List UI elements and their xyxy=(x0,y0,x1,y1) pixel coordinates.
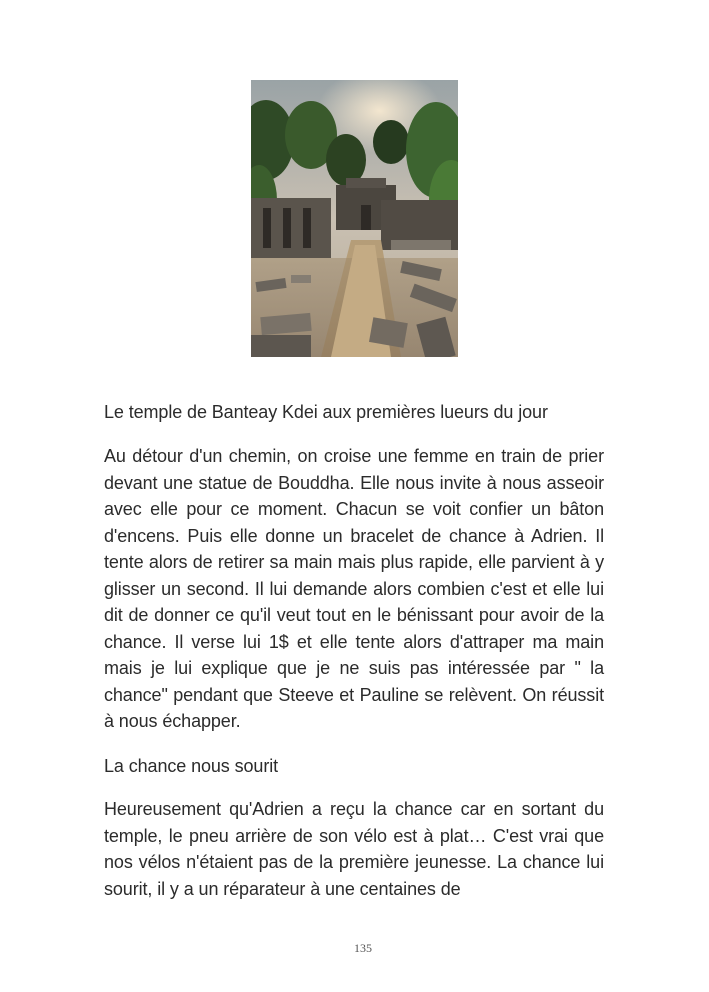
body-paragraph-1: Au détour d'un chemin, on croise une femme en train de prier devant une statue de Bouddha. Elle nous invite à nous asseoir avec elle pour ce moment. Chacun se voit confier un bâton d'encens. Puis elle donne un bracelet de chance à Adrien. Il tente alors de retirer sa main mais plus rapide, elle parvient à y glisser un second. Il lui demande alors combien c'est et elle lui dit de donner ce qu'il veut tout en le bénissant pour avoir de la chance. Il verse lui 1$ et elle tente alors d'attraper ma main mais je lui explique que je ne suis pas intéressée par " la chance" pendant que Steeve et Pauline se relèvent. On réussit à nous échapper. xyxy=(104,446,604,731)
page-number: 135 xyxy=(354,941,372,955)
body-paragraph-2: Heureusement qu'Adrien a reçu la chance car en sortant du temple, le pneu arrière de son vélo est à plat… C'est vrai que nos vélos n'étaient pas de la première jeunesse. La chance lui sourit, il y a un réparateur à une centaines de xyxy=(104,799,604,899)
photo-caption: Le temple de Banteay Kdei aux premières lueurs du jour xyxy=(104,402,548,422)
temple-photo xyxy=(251,80,458,357)
temple-photo-illustration xyxy=(251,80,458,357)
section-heading: La chance nous sourit xyxy=(104,756,279,776)
